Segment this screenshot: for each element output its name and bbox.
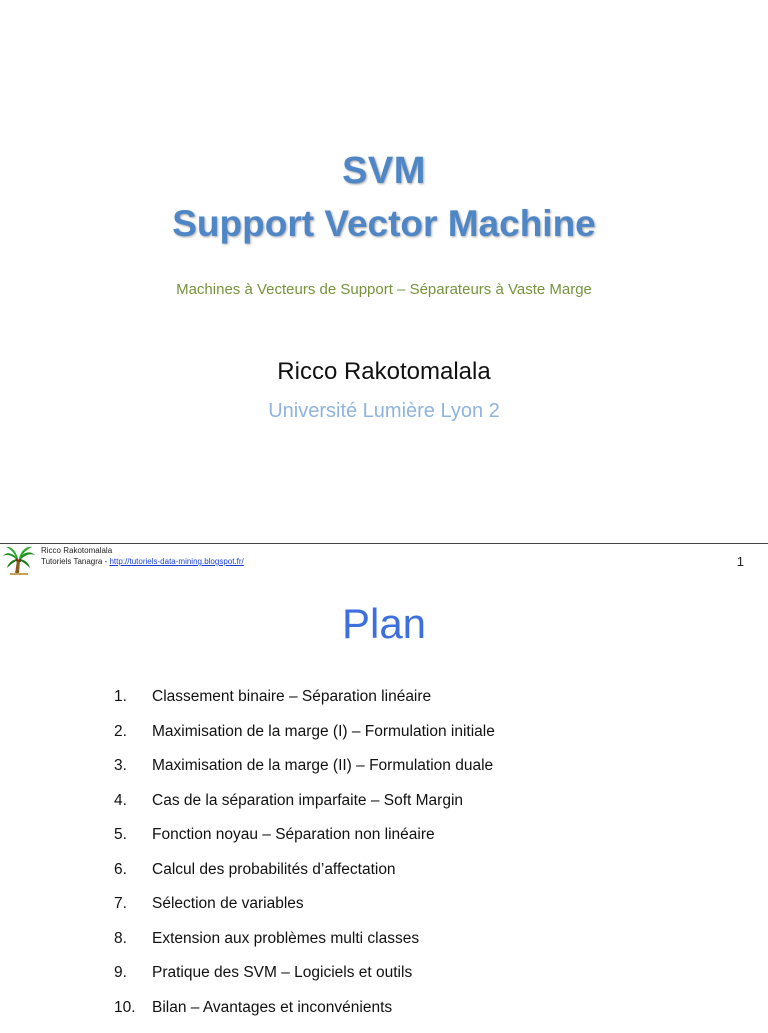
list-item-number: 7. (114, 895, 127, 913)
page-number: 1 (737, 554, 744, 569)
list-item (0, 792, 768, 827)
list-item-label: Extension aux problèmes multi classes (152, 930, 419, 948)
list-item-label: Maximisation de la marge (II) – Formulation duale (152, 757, 493, 775)
footer-author: Ricco Rakotomalala (41, 545, 244, 556)
university-name: Université Lumière Lyon 2 (0, 400, 768, 423)
list-item-label: Maximisation de la marge (I) – Formulation initiale (152, 723, 495, 741)
plan-title: Plan (0, 600, 768, 648)
footer-prefix: Tutoriels Tanagra - (41, 557, 109, 566)
list-item (0, 964, 768, 999)
footer-link[interactable]: http://tutoriels-data-mining.blogspot.fr/ (109, 557, 243, 566)
palm-tree-icon (2, 544, 36, 576)
list-item-label: Sélection de variables (152, 895, 304, 913)
plan-list (0, 688, 768, 1033)
list-item-number: 3. (114, 757, 127, 775)
list-item (0, 895, 768, 930)
list-item-number: 10. (114, 999, 136, 1017)
list-item (0, 688, 768, 723)
list-item (0, 861, 768, 896)
list-item-number: 5. (114, 826, 127, 844)
footer-text (41, 545, 244, 567)
list-item-label: Calcul des probabilités d’affectation (152, 861, 396, 879)
list-item (0, 930, 768, 965)
list-item-label: Classement binaire – Séparation linéaire (152, 688, 431, 706)
list-item-label: Bilan – Avantages et inconvénients (152, 999, 392, 1017)
list-item-number: 8. (114, 930, 127, 948)
footer-source (41, 556, 244, 567)
slide-subtitle: Machines à Vecteurs de Support – Séparateurs à Vaste Marge (0, 281, 768, 298)
list-item-label: Cas de la séparation imparfaite – Soft Margin (152, 792, 463, 810)
list-item-number: 9. (114, 964, 127, 982)
list-item-number: 1. (114, 688, 127, 706)
list-item-number: 6. (114, 861, 127, 879)
slide-title-full: Support Vector Machine (0, 203, 768, 245)
slide-title-svm: SVM (0, 150, 768, 193)
list-item-number: 2. (114, 723, 127, 741)
list-item-number: 4. (114, 792, 127, 810)
footer-divider (0, 543, 768, 544)
list-item (0, 826, 768, 861)
list-item (0, 757, 768, 792)
list-item-label: Fonction noyau – Séparation non linéaire (152, 826, 435, 844)
list-item (0, 723, 768, 758)
author-name: Ricco Rakotomalala (0, 358, 768, 386)
list-item (0, 999, 768, 1033)
list-item-label: Pratique des SVM – Logiciels et outils (152, 964, 412, 982)
